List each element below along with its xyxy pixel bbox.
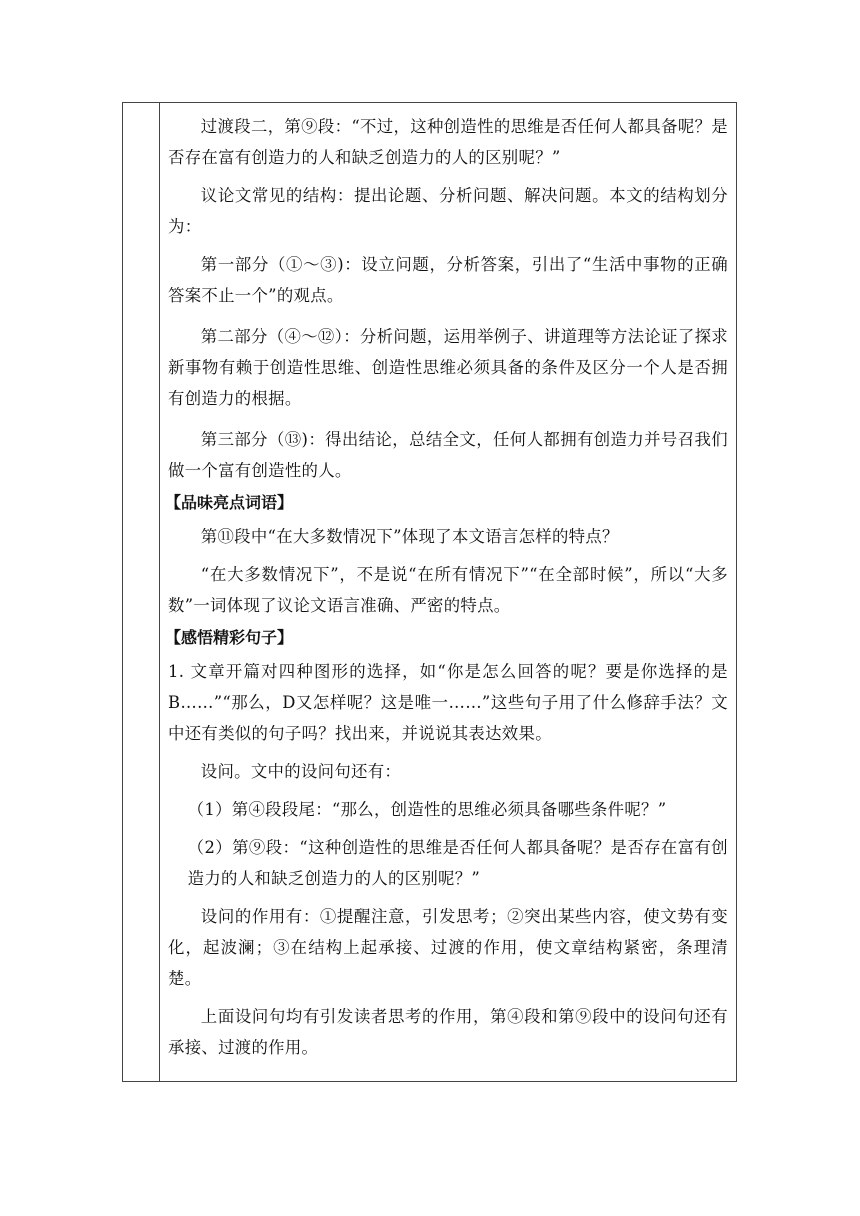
- answer-function: 设问的作用有：①提醒注意，引发思考；②突出某些内容，使文势有变化，起波澜；③在结构上起承接、过渡的作用，使文章结构紧密，条理清楚。: [168, 907, 728, 988]
- transition-paragraph: 过渡段二，第⑨段：“不过，这种创造性的思维是否任何人都具备呢？是否存在富有创造力的人和缺乏创造力的人的区别呢？”: [168, 117, 728, 167]
- section-heading-sentences: 【感悟精彩句子】: [165, 628, 294, 647]
- content-cell: [165, 111, 728, 1063]
- answer-item-2: （2）第⑨段：“这种创造性的思维是否任何人都具备呢？是否存在富有创造力的人和缺乏创造力的人的区别呢？”: [187, 838, 728, 888]
- section-heading-words: 【品味亮点词语】: [165, 493, 294, 512]
- answer-rhetoric: 设问。文中的设问句还有：: [200, 762, 402, 781]
- part-one: 第一部分（①～③)：设立问题，分析答案，引出了“生活中事物的正确答案不止一个”的观点。: [168, 255, 728, 305]
- words-question: 第⑪段中“在大多数情况下”体现了本文语言怎样的特点？: [200, 527, 619, 546]
- answer-item-1: （1）第④段段尾：“那么，创造性的思维必须具备哪些条件呢？”: [187, 800, 667, 819]
- part-two: 第二部分（④～⑫）：分析问题，运用举例子、讲道理等方法论证了探求新事物有赖于创造性思维、创造性思维必须具备的条件及区分一个人是否拥有创造力的根据。: [168, 327, 728, 408]
- sentences-question: 1. 文章开篇对四种图形的选择，如“你是怎么回答的呢？要是你选择的是B……”“那么，D又怎样呢？这是唯一……”这些句子用了什么修辞手法？文中还有类似的句子吗？找出来，并说说其表达效果。: [168, 662, 728, 743]
- content-table: [122, 102, 737, 1082]
- words-answer: “在大多数情况下”，不是说“在所有情况下”“在全部时候”，所以“大多数”一词体现了议论文语言准确、严密的特点。: [168, 565, 728, 615]
- column-divider: [159, 103, 160, 1081]
- part-three: 第三部分（⑬)：得出结论，总结全文，任何人都拥有创造力并号召我们做一个富有创造性的人。: [168, 430, 728, 480]
- structure-intro: 议论文常见的结构：提出论题、分析问题、解决问题。本文的结构划分为：: [168, 186, 728, 236]
- answer-summary: 上面设问句均有引发读者思考的作用，第④段和第⑨段中的设问句还有承接、过渡的作用。: [168, 1007, 728, 1057]
